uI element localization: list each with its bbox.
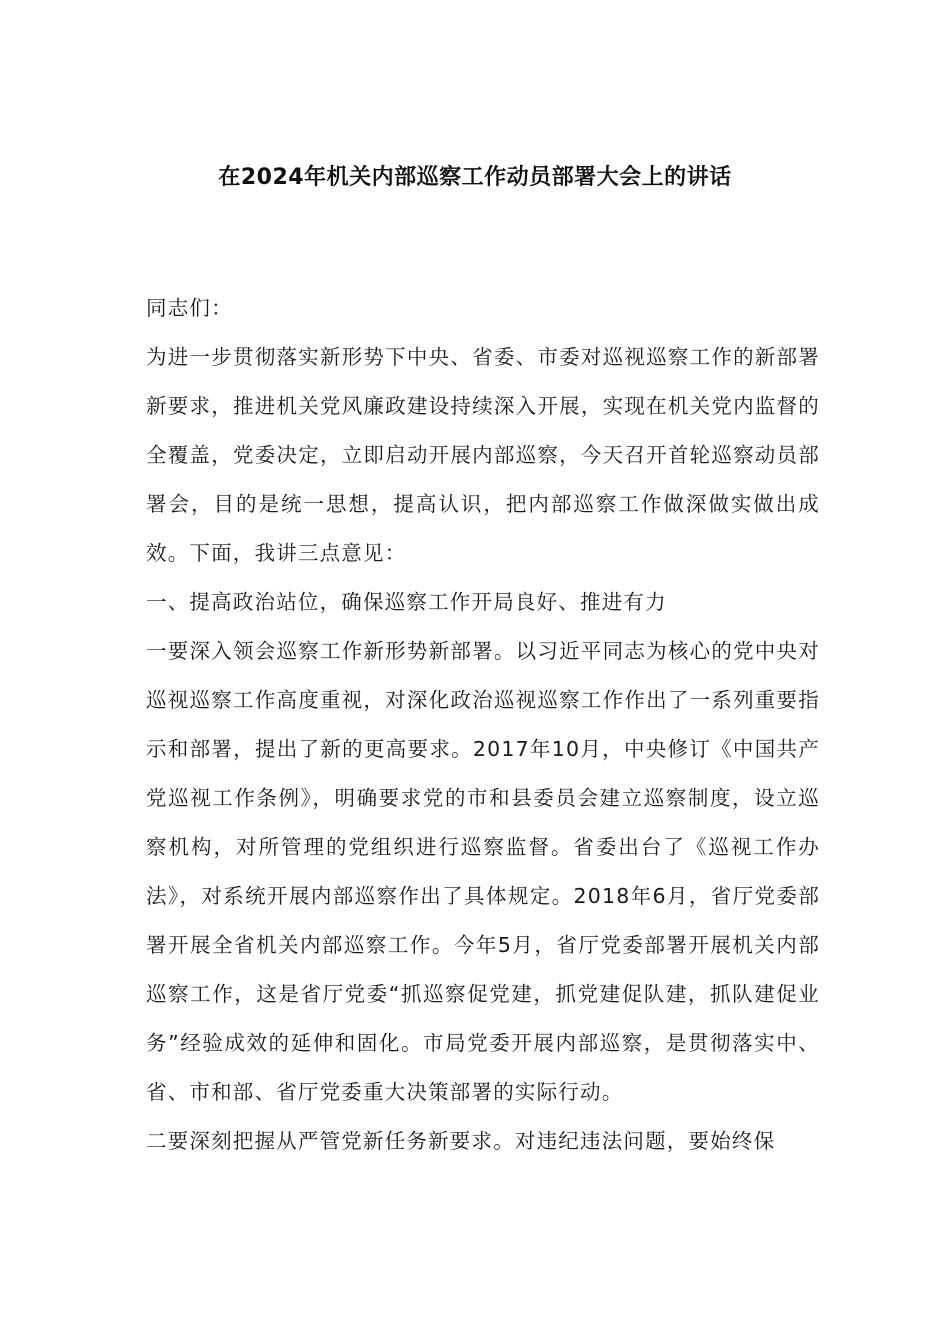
salutation: 同志们： [146, 296, 233, 320]
document-body [146, 284, 820, 1166]
section-heading-1: 一、提高政治站位，确保巡察工作开局良好、推进有力 [146, 590, 667, 614]
paragraph-point-1: 一要深入领会巡察工作新形势新部署。以习近平同志为核心的党中央对巡视巡察工作高度重视，对深化政治巡视巡察工作作出了一系列重要指示和部署，提出了新的更高要求。2017年10月，中央修订《中国共产党巡视工作条例》，明确要求党的市和县委员会建立巡察制度，设立巡察机构，对所管理的党组织进行巡察监督。省委出台了《巡视工作办法》，对系统开展内部巡察作出了具体规定。2018年6月，省厅党委部署开展全省机关内部巡察工作。今年5月，省厅党委部署开展机关内部巡察工作，这是省厅党委“抓巡察促党建，抓党建促队建，抓队建促业务”经验成效的延伸和固化。市局党委开展内部巡察，是贯彻落实中、省、市和部、省厅党委重大决策部署的实际行动。 [146, 639, 820, 1104]
document-title: 在2024年机关内部巡察工作动员部署大会上的讲话 [218, 165, 732, 190]
paragraph-intro: 为进一步贯彻落实新形势下中央、省委、市委对巡视巡察工作的新部署新要求，推进机关党风廉政建设持续深入开展，实现在机关党内监督的全覆盖，党委决定，立即启动开展内部巡察，今天召开首轮巡察动员部署会，目的是统一思想，提高认识，把内部巡察工作做深做实做出成效。下面，我讲三点意见： [146, 345, 820, 565]
paragraph-point-2: 二要深刻把握从严管党新任务新要求。对违纪违法问题，要始终保 [146, 1129, 776, 1153]
